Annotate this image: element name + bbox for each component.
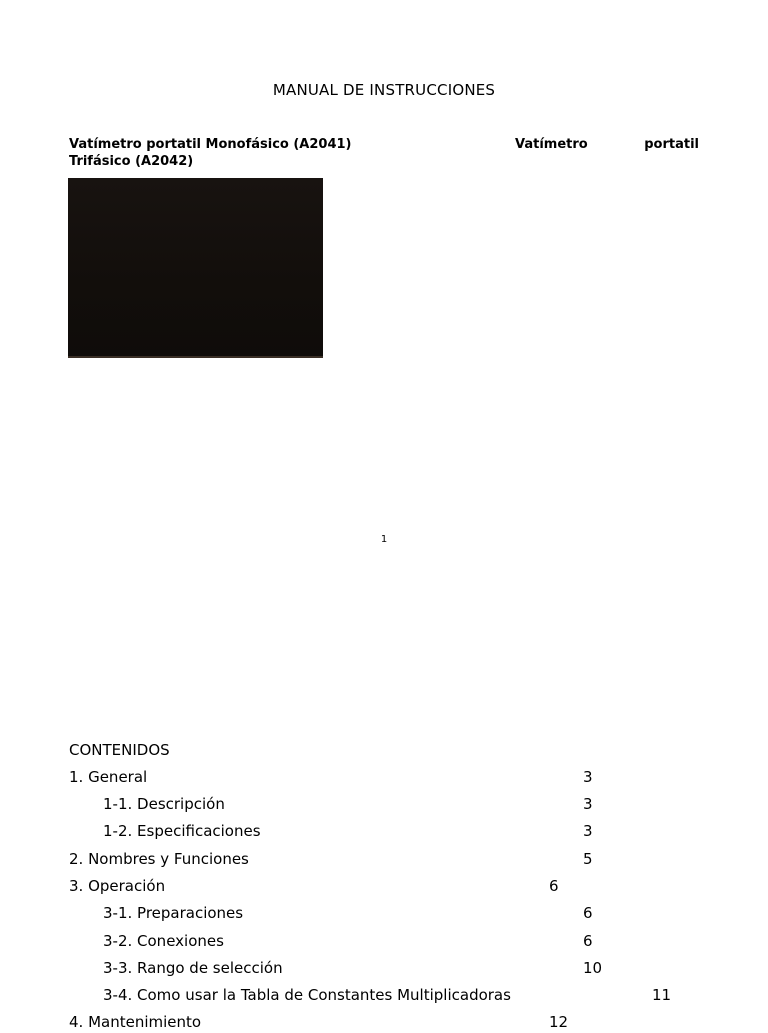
toc-entry-label: 3-1. Preparaciones bbox=[103, 904, 244, 922]
product-photo bbox=[68, 178, 323, 358]
toc-entry-label: 3-3. Rango de selección bbox=[103, 959, 283, 977]
toc-entry-label: 3-4. Como usar la Tabla de Constantes Multiplicadoras bbox=[103, 986, 511, 1004]
toc-entry-page: 6 bbox=[549, 877, 559, 895]
toc-entry-page: 6 bbox=[583, 932, 593, 950]
toc-heading: CONTENIDOS bbox=[69, 741, 170, 759]
document-subtitle bbox=[69, 136, 699, 170]
toc-entry-page: 3 bbox=[583, 795, 593, 813]
document-title: MANUAL DE INSTRUCCIONES bbox=[272, 81, 496, 99]
toc-entry-label: 4. Mantenimiento bbox=[69, 1013, 202, 1031]
toc-entry-label: 3-2. Conexiones bbox=[103, 932, 224, 950]
subtitle-left: Vatímetro portatil Monofásico (A2041) bbox=[69, 137, 352, 152]
page-number: 1 bbox=[380, 534, 388, 545]
toc-entry-page: 3 bbox=[583, 768, 593, 786]
toc-entry-page: 6 bbox=[583, 904, 593, 922]
toc-entry-page: 12 bbox=[549, 1013, 569, 1031]
toc-entry-page: 3 bbox=[583, 822, 593, 840]
toc-entry-label: 1. General bbox=[69, 768, 148, 786]
subtitle-middle: Vatímetro bbox=[515, 137, 588, 152]
toc-entry-label: 2. Nombres y Funciones bbox=[69, 850, 249, 868]
subtitle-right: portatil bbox=[644, 137, 699, 152]
toc-entry-label: 1-1. Descripción bbox=[103, 795, 225, 813]
subtitle-line2: Trifásico (A2042) bbox=[69, 154, 194, 169]
toc-entry-label: 3. Operación bbox=[69, 877, 166, 895]
toc-entry-page: 11 bbox=[652, 986, 672, 1004]
toc-entry-page: 10 bbox=[583, 959, 603, 977]
toc-entry-label: 1-2. Especificaciones bbox=[103, 822, 261, 840]
toc-entry-page: 5 bbox=[583, 850, 593, 868]
